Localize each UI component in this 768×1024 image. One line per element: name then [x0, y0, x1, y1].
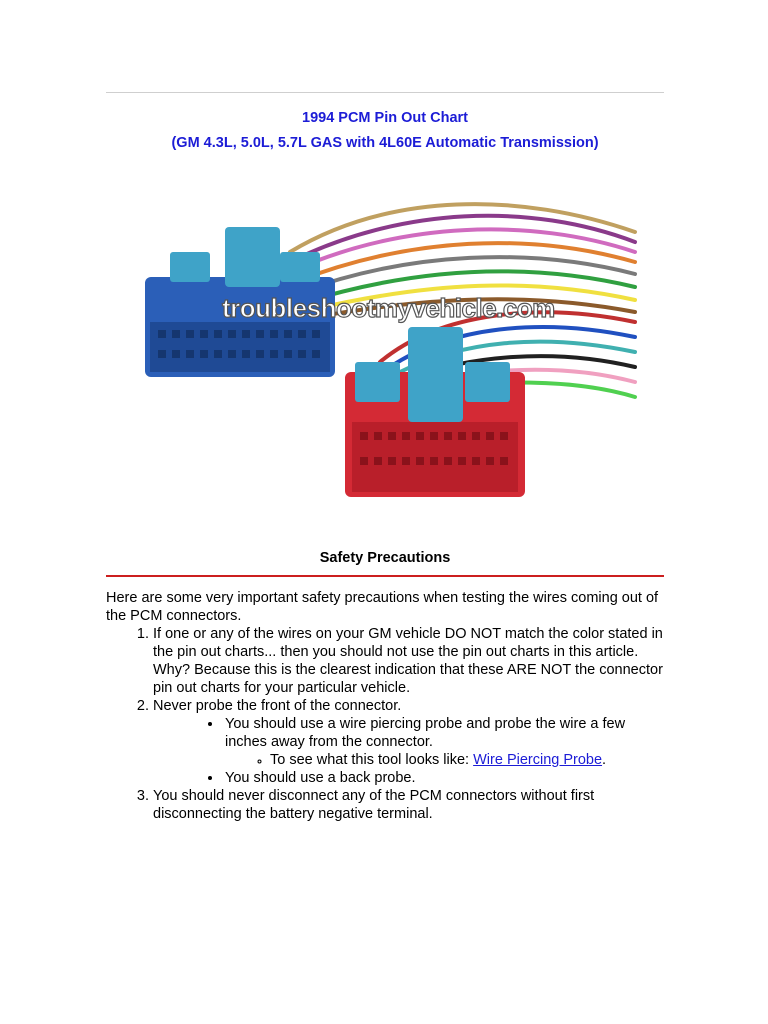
sub-list: [153, 715, 666, 787]
top-divider: [106, 92, 664, 93]
safety-content: [106, 589, 666, 823]
list-item: 1. If one or any of the wires on your GM vehicle DO NOT match the color stated in the pin out charts... then you should not use the pin out charts in this article. Why? Because this is the clearest indication that these ARE NOT the connector pin out charts for your particular vehicle.: [153, 625, 666, 697]
list-item: 3. You should never disconnect any of the PCM connectors without first disconnecting the battery negative terminal.: [153, 787, 666, 823]
wire-piercing-probe-link[interactable]: Wire Piercing Probe: [473, 752, 603, 768]
page-subtitle: (GM 4.3L, 5.0L, 5.7L GAS with 4L60E Automatic Transmission): [171, 135, 599, 151]
intro-paragraph: Here are some very important safety precautions when testing the wires coming out of the PCM connectors.: [106, 590, 659, 624]
sub-sub-list-item: ◦ To see what this tool looks like: Wire Piercing Probe.: [270, 751, 666, 769]
section-title: Safety Precautions: [319, 550, 451, 566]
sub-list-item: • You should use a wire piercing probe and probe the wire a few inches away from the connector. ◦ To see what this tool looks like: Wire Piercing Probe.: [223, 715, 666, 769]
sub-sub-list: [225, 751, 666, 769]
precautions-list: [106, 625, 666, 823]
sub-list-item: • You should use a back probe.: [223, 769, 666, 787]
pcm-connector-photo: [140, 192, 640, 502]
page-title: 1994 PCM Pin Out Chart: [302, 110, 468, 126]
list-item: 2. Never probe the front of the connector. • You should use a wire piercing probe and probe the wire a few inches away from the connector. ◦ To see what this tool looks like: Wire Piercing Probe. • You should use a back probe.: [153, 697, 666, 787]
section-divider: [106, 575, 664, 577]
red-connector: [345, 327, 525, 497]
photo-watermark: troubleshootmyvehicle.com: [222, 293, 555, 323]
